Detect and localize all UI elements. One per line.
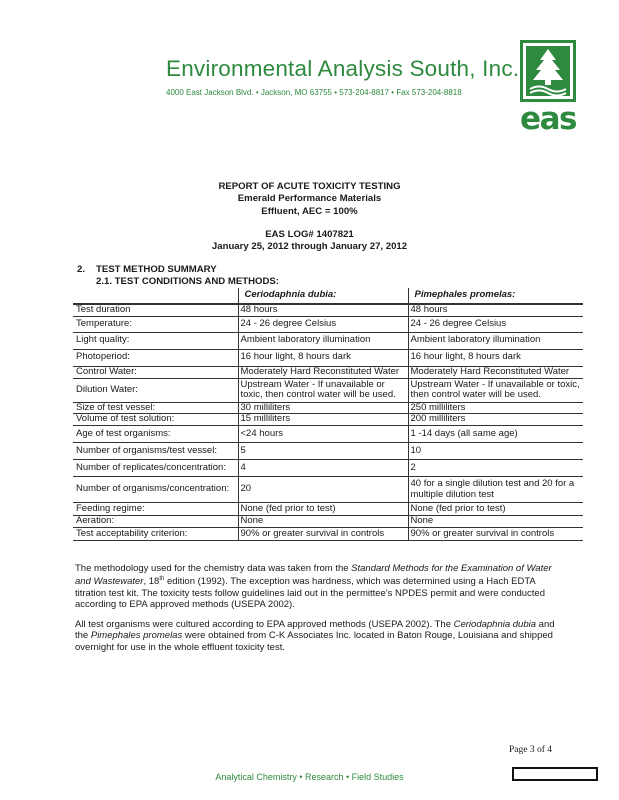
- table-row: [73, 332, 583, 349]
- table-cell: Feeding regime:: [73, 503, 238, 516]
- table-cell: 2: [408, 460, 583, 477]
- table-cell: 16 hour light, 8 hours dark: [238, 349, 408, 366]
- table-cell: Ambient laboratory illumination: [238, 332, 408, 349]
- test-conditions-table: [73, 288, 583, 541]
- organisms-paragraph: All test organisms were cultured according to EPA approved methods (USEPA 2002). The Ceriodaphnia dubia and the Pimephales promelas were obtained from C-K Associates Inc. located in Baton Rouge, Louisiana and shipped overnight for use in the whole effluent toxicity test.: [75, 619, 555, 653]
- table-cell: Ambient laboratory illumination: [408, 332, 583, 349]
- table-row: [73, 426, 583, 443]
- page-number: Page 3 of 4: [509, 745, 553, 755]
- table-cell: None: [408, 516, 583, 528]
- table-cell: 5: [238, 443, 408, 460]
- tree-emblem-icon: [518, 38, 578, 104]
- table-cell: None (fed prior to test): [238, 503, 408, 516]
- report-log: EAS LOG# 1407821: [265, 229, 354, 240]
- table-row: [73, 349, 583, 366]
- table-cell: <24 hours: [238, 426, 408, 443]
- report-dates: January 25, 2012 through January 27, 2012: [211, 241, 408, 252]
- table-row: [73, 528, 583, 541]
- table-cell: 48 hours: [408, 304, 583, 316]
- table-row: [73, 460, 583, 477]
- table-cell: Upstream Water - If unavailable or toxic, then control water will be used.: [408, 378, 583, 402]
- table-cell: None (fed prior to test): [408, 503, 583, 516]
- table-cell: 20: [238, 477, 408, 503]
- table-cell: 15 milliliters: [238, 414, 408, 426]
- table-cell: 10: [408, 443, 583, 460]
- table-cell: Test duration: [73, 304, 238, 316]
- table-cell: 16 hour light, 8 hours dark: [408, 349, 583, 366]
- table-cell: Size of test vessel:: [73, 402, 238, 414]
- table-cell: 24 - 26 degree Celsius: [408, 316, 583, 332]
- table-cell: Number of organisms/test vessel:: [73, 443, 238, 460]
- eas-logo: [518, 38, 578, 136]
- table-cell: Light quality:: [73, 332, 238, 349]
- table-cell: 1 -14 days (all same age): [408, 426, 583, 443]
- table-cell: 250 milliliters: [408, 402, 583, 414]
- company-address: 4000 East Jackson Blvd. • Jackson, MO 63755 • 573-204-8817 • Fax 573-204-8818: [166, 88, 462, 97]
- table-row: [73, 477, 583, 503]
- table-row: [73, 378, 583, 402]
- table-cell: Aeration:: [73, 516, 238, 528]
- table-cell: Number of organisms/concentration:: [73, 477, 238, 503]
- table-row: [73, 516, 583, 528]
- table-row: [73, 503, 583, 516]
- methodology-paragraph: The methodology used for the chemistry data was taken from the Standard Methods for the Examination of Water and Wastewater, 18th edition (1992). The exception was hardness, which was determined using a Hach EDTA titration test kit. The toxicity tests follow guidelines laid out in the permittee's NPDES permit and were conducted according to EPA approved methods (USEPA 2002).: [75, 563, 552, 611]
- table-cell: Upstream Water - If unavailable or toxic, then control water will be used.: [238, 378, 408, 402]
- table-cell: 48 hours: [238, 304, 408, 316]
- table-cell: Test acceptability criterion:: [73, 528, 238, 541]
- table-cell: Number of replicates/concentration:: [73, 460, 238, 477]
- header-cell-blank: [73, 288, 238, 304]
- subsection-title: 2.1. TEST CONDITIONS AND METHODS:: [96, 276, 280, 287]
- table-row: [73, 366, 583, 378]
- table-cell: 90% or greater survival in controls: [408, 528, 583, 541]
- table-cell: Age of test organisms:: [73, 426, 238, 443]
- table-cell: Moderately Hard Reconstituted Water: [408, 366, 583, 378]
- table-cell: Photoperiod:: [73, 349, 238, 366]
- table-header-row: [73, 288, 583, 304]
- logo-text: eas: [520, 101, 576, 137]
- table-cell: 24 - 26 degree Celsius: [238, 316, 408, 332]
- report-company: Emerald Performance Materials: [237, 193, 382, 204]
- table-cell: 4: [238, 460, 408, 477]
- table-cell: None: [238, 516, 408, 528]
- table-cell: 200 milliliters: [408, 414, 583, 426]
- table-row: [73, 414, 583, 426]
- table-cell: Moderately Hard Reconstituted Water: [238, 366, 408, 378]
- report-title: REPORT OF ACUTE TOXICITY TESTING: [218, 181, 401, 192]
- header-cell: Ceriodaphnia dubia:: [238, 288, 408, 304]
- table-cell: Temperature:: [73, 316, 238, 332]
- table-cell: 30 milliliters: [238, 402, 408, 414]
- table-row: [73, 304, 583, 316]
- section-title: TEST METHOD SUMMARY: [96, 264, 217, 275]
- table-cell: Control Water:: [73, 366, 238, 378]
- table-row: [73, 443, 583, 460]
- company-name: Environmental Analysis South, Inc.: [166, 56, 520, 81]
- footer-services: Analytical Chemistry • Research • Field Studies: [215, 772, 404, 782]
- footer-box: [512, 767, 598, 781]
- table-cell: 90% or greater survival in controls: [238, 528, 408, 541]
- section-number: 2.: [77, 264, 86, 275]
- report-effluent: Effluent, AEC = 100%: [261, 206, 358, 217]
- table-row: [73, 402, 583, 414]
- table-cell: 40 for a single dilution test and 20 for a multiple dilution test: [408, 477, 583, 503]
- table-cell: Dilution Water:: [73, 378, 238, 402]
- table-cell: Volume of test solution:: [73, 414, 238, 426]
- table-row: [73, 316, 583, 332]
- header-cell: Pimephales promelas:: [408, 288, 583, 304]
